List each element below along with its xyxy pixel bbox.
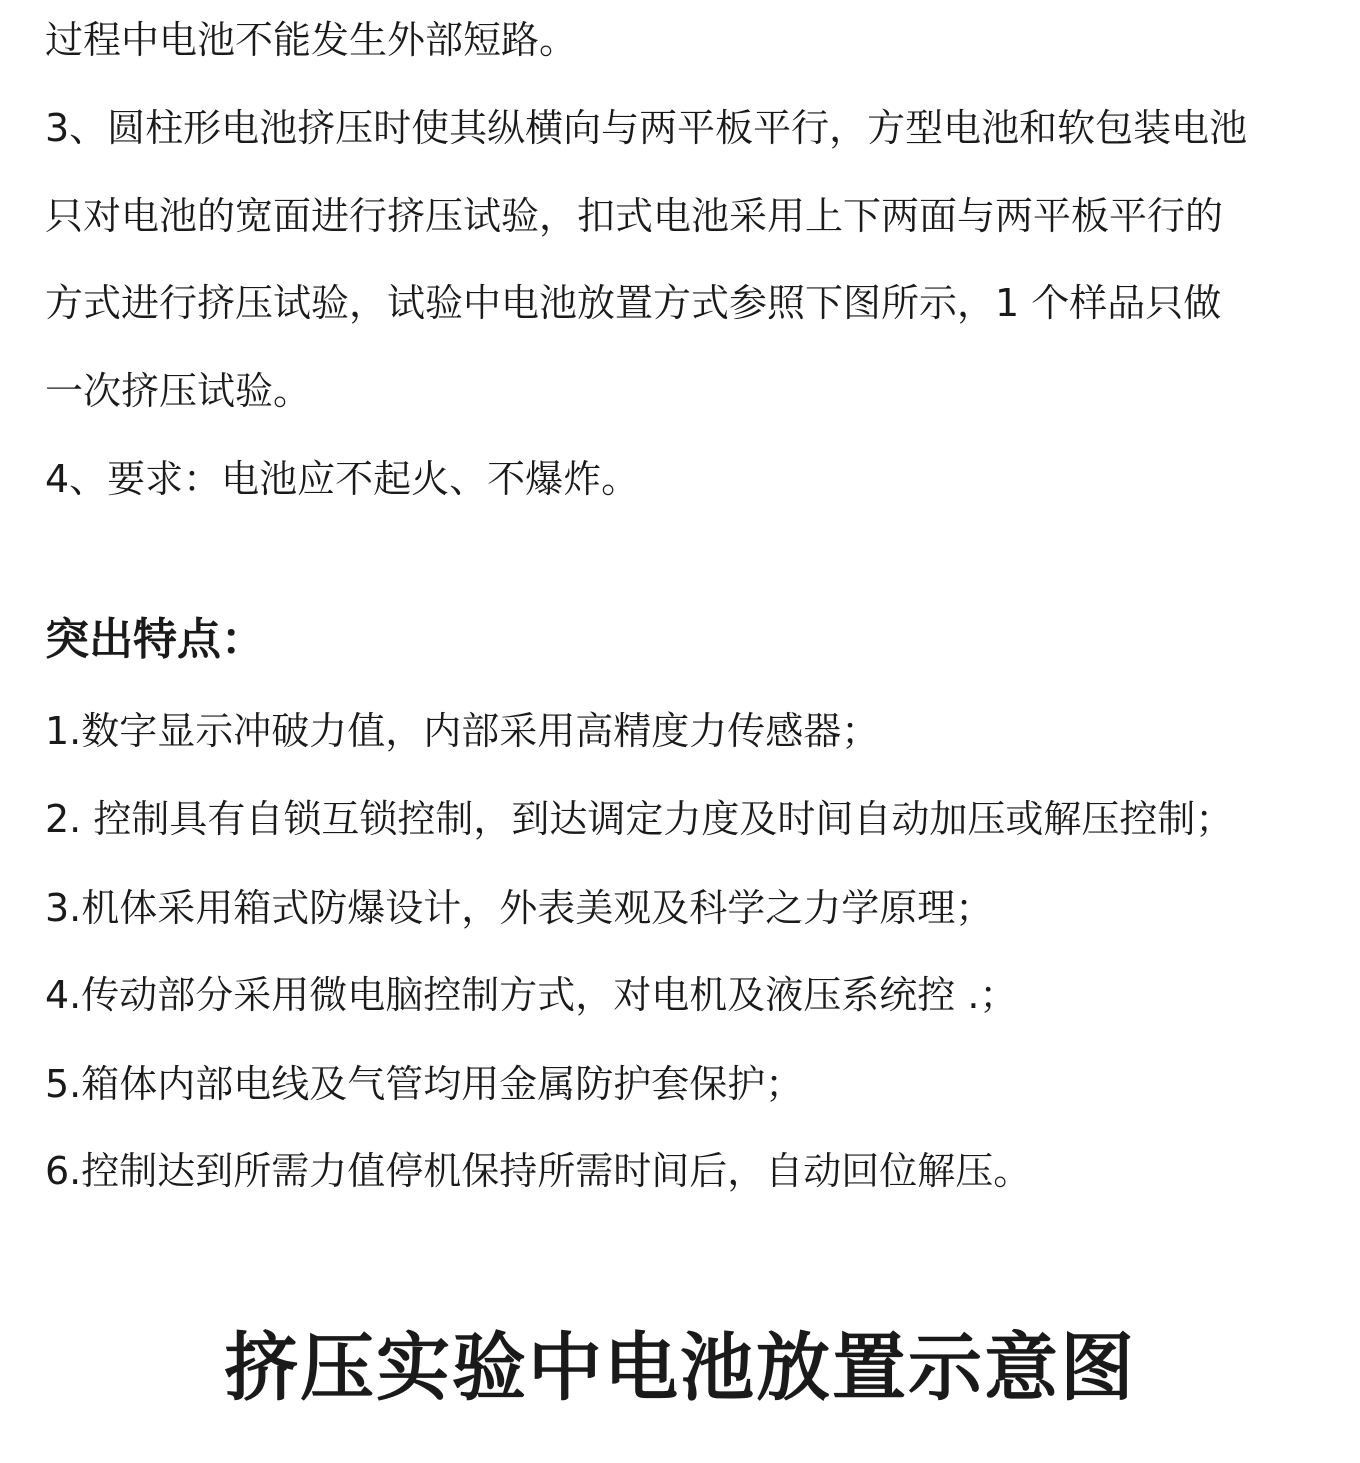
features-heading: 突出特点： <box>45 614 265 665</box>
feature-item-2: 2. 控制具有自锁互锁控制，到达调定力度及时间自动加压或解压控制； <box>45 797 1234 841</box>
feature-item-4: 4.传动部分采用微电脑控制方式，对电机及液压系统控 .； <box>45 973 1018 1017</box>
intro-line-5: 一次挤压试验。 <box>45 369 312 413</box>
figure-title: 挤压实验中电池放置示意图 <box>224 1325 1136 1411</box>
requirement-line: 4、要求：电池应不起火、不爆炸。 <box>45 457 640 501</box>
intro-line-1: 过程中电池不能发生外部短路。 <box>45 18 578 62</box>
feature-item-3: 3.机体采用箱式防爆设计，外表美观及科学之力学原理； <box>45 886 994 930</box>
intro-line-4: 方式进行挤压试验，试验中电池放置方式参照下图所示，1 个样品只做 <box>45 281 1222 325</box>
feature-item-6: 6.控制达到所需力值停机保持所需时间后，自动回位解压。 <box>45 1149 1032 1193</box>
intro-line-3: 只对电池的宽面进行挤压试验，扣式电池采用上下两面与两平板平行的 <box>45 194 1224 238</box>
feature-item-5: 5.箱体内部电线及气管均用金属防护套保护； <box>45 1062 804 1106</box>
intro-line-2: 3、圆柱形电池挤压时使其纵横向与两平板平行，方型电池和软包装电池 <box>45 106 1248 150</box>
feature-item-1: 1.数字显示冲破力值，内部采用高精度力传感器； <box>45 709 880 753</box>
